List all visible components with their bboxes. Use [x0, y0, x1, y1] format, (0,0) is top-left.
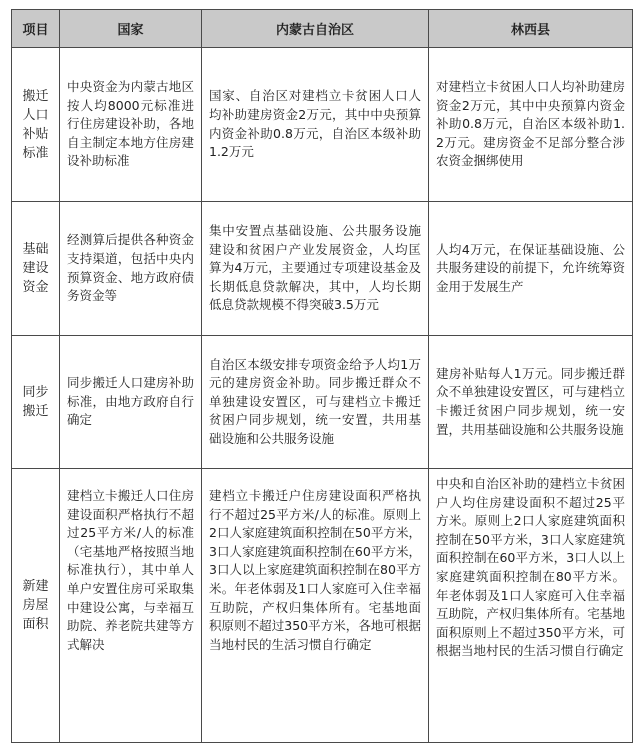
cell-text: 经测算后提供各种资金支持渠道，包括中央内预算资金、地方政府债务资金等 [67, 232, 194, 304]
row-label [12, 336, 60, 469]
row-label [12, 469, 60, 743]
row-label-text: 新建 房屋 面积 [22, 579, 49, 632]
cell-text: 同步搬迁人口建房补助标准，由地方政府自行确定 [67, 375, 194, 428]
cell-national [60, 48, 202, 202]
table-header-row [12, 10, 633, 48]
cell-inner-mongolia [202, 469, 429, 743]
cell-text: 集中安置点基础设施、公共服务设施建设和贫困户产业发展资金，人均匡算为4万元，主要通过专项建设基金及长期低息贷款解决，其中，人均长期低息贷款规模不得突破3.5万元 [209, 223, 421, 313]
table-row [12, 202, 633, 336]
cell-text: 国家、自治区对建档立卡贫困人口人均补助建房资金2万元，其中中央预算内资金补助0.8万元，自治区本级补助1.2万元 [209, 88, 421, 160]
cell-inner-mongolia [202, 336, 429, 469]
cell-national [60, 202, 202, 336]
table-row [12, 469, 633, 743]
cell-inner-mongolia [202, 202, 429, 336]
table-row [12, 48, 633, 202]
cell-linxi [429, 469, 633, 743]
row-label-text: 基础 建设 资金 [22, 242, 49, 295]
policy-comparison-table [11, 9, 633, 743]
header-inner-mongolia: 内蒙古自治区 [202, 10, 429, 48]
cell-text: 自治区本级安排专项资金给予人均1万元的建房资金补助。同步搬迁群众不单独建设安置区，可与建档立卡搬迁贫困户同步规划，统一安置，共用基础设施和公共服务设施 [209, 356, 421, 446]
cell-linxi [429, 336, 633, 469]
cell-text: 中央和自治区补助的建档立卡贫困户人均住房建设面积不超过25平方米。原则上2口人家庭建筑面积控制在50平方米，3口人家庭建筑面积控制在60平方米，3口人以上家庭建筑面积控制在80平方米。年老体弱及1口人家庭可入住幸福互助院，产权归集体所有。宅基地面积原则上不超过350平方米，可根据当地村民的生活习惯自行确定 [436, 476, 625, 659]
cell-national [60, 469, 202, 743]
header-national: 国家 [60, 10, 202, 48]
table-row [12, 336, 633, 469]
cell-linxi [429, 202, 633, 336]
cell-text: 中央资金为内蒙古地区按人均8000元标准进行住房建设补助，各地自主制定本地方住房建设补助标准 [67, 79, 194, 169]
cell-text: 建档立卡搬迁户住房建设面积严格执行不超过25平方米/人的标准。原则上2口人家庭建筑面积控制在50平方米，3口人家庭建筑面积控制在60平方米，3口人以上家庭建筑面积控制在80平方米。年老体弱及1口人家庭可入住幸福互助院，产权归集体所有。宅基地面积原则不超过350平方米，各地可根据当地村民的生活习惯自行确定 [209, 488, 421, 652]
header-linxi: 林西县 [429, 10, 633, 48]
row-label-text: 搬迁 人口 补贴 标准 [22, 88, 49, 161]
cell-national [60, 336, 202, 469]
cell-text: 对建档立卡贫困人口人均补助建房资金2万元，其中中央预算内资金补助0.8万元，自治区本级补助1.2万元。建房资金不足部分整合涉农资金捆绑使用 [436, 79, 625, 169]
cell-text: 建档立卡搬迁人口住房建设面积严格执行不超过25平方米/人的标准（宅基地严格按照当地标准执行），其中单人单户安置住房可采取集中建设公寓，与幸福互助院、养老院共建等方式解决 [67, 488, 194, 652]
cell-text: 建房补贴每人1万元。同步搬迁群众不单独建设安置区，可与建档立卡搬迁贫困户同步规划，统一安置，共用基础设施和公共服务设施 [436, 365, 625, 437]
header-item: 项目 [12, 10, 60, 48]
row-label-text: 同步 搬迁 [22, 385, 49, 419]
row-label [12, 202, 60, 336]
cell-inner-mongolia [202, 48, 429, 202]
cell-text: 人均4万元，在保证基础设施、公共服务建设的前提下，允许统筹资金用于发展生产 [436, 241, 625, 294]
row-label [12, 48, 60, 202]
cell-linxi [429, 48, 633, 202]
